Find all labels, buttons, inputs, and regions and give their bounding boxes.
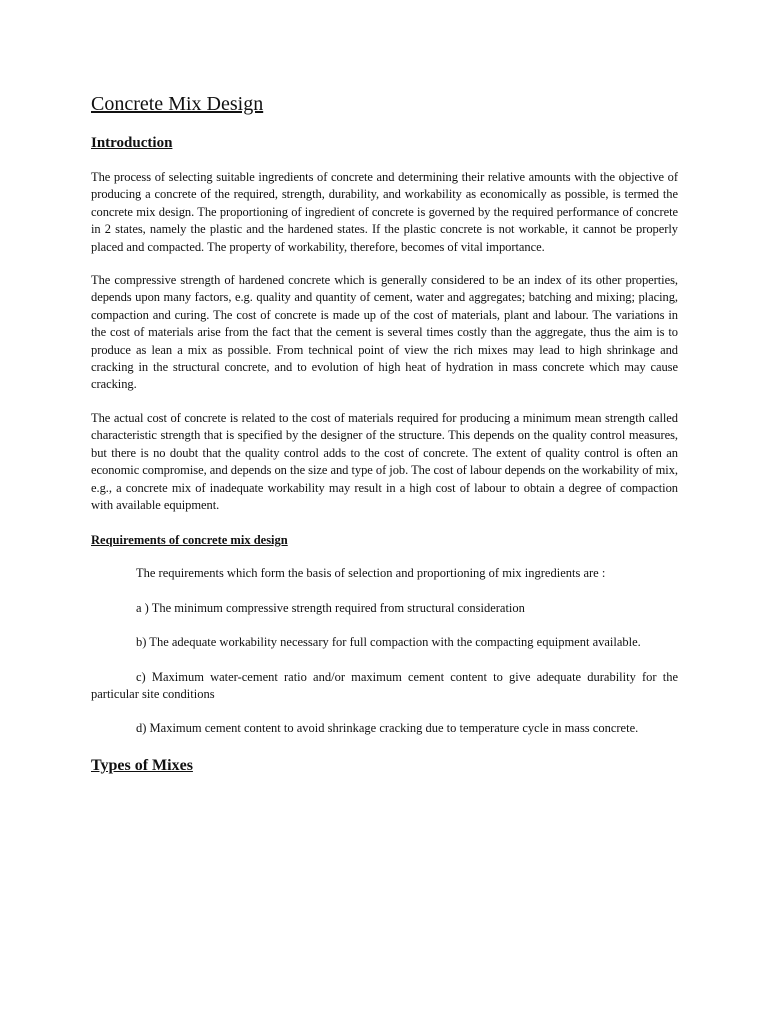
requirement-item-b: b) The adequate workability necessary for full compaction with the compacting equipment available. [136,635,641,650]
requirement-item-c: c) Maximum water-cement ratio and/or maximum cement content to give adequate durability for the particular site conditions [91,669,678,701]
document-title: Concrete Mix Design [91,93,264,115]
paragraph-compressive-strength: The compressive strength of hardened concrete which is generally considered to be an index of its other properties, depends upon many factors, e.g. quality and quantity of cement, water and aggregates; batching and mixing; placing, compaction and curing. The cost of concrete is made up of the cost of materials, plant and labour. The variations in the cost of materials arise from the fact that the cement is several times costly than the aggregate, thus the aim is to produce as lean a mix as possible. From technical point of view the rich mixes may lead to high shrinkage and cracking in the structural concrete, and to evolution of high heat of hydration in mass concrete which may cause cracking. [91,273,678,392]
document-page [91,90,678,777]
requirements-intro: The requirements which form the basis of selection and proportioning of mix ingredients are : [136,566,606,581]
requirement-item-d: d) Maximum cement content to avoid shrinkage cracking due to temperature cycle in mass concrete. [136,721,639,736]
paragraph-mix-design: The process of selecting suitable ingredients of concrete and determining their relative amounts with the objective of producing a concrete of the required, strength, durability, and workability as economically as possible, is termed the concrete mix design. The proportioning of ingredient of concrete is governed by the required performance of concrete in 2 states, namely the plastic and the hardened states. If the plastic concrete is not workable, it cannot be properly placed and compacted. The property of workability, therefore, becomes of vital importance. [91,170,678,254]
requirement-item-a: a ) The minimum compressive strength required from structural consideration [136,600,525,615]
requirements-heading: Requirements of concrete mix design [91,533,288,548]
types-of-mixes-heading: Types of Mixes [91,756,193,774]
paragraph-actual-cost: The actual cost of concrete is related to the cost of materials required for producing a minimum mean strength called characteristic strength that is specified by the designer of the structure. This depends on the quality control measures, but there is no doubt that the quality control adds to the cost of concrete. The extent of quality control is often an economic compromise, and depends on the size and type of job. The cost of labour depends on the workability of mix, e.g., a concrete mix of inadequate workability may result in a high cost of labour to obtain a degree of compaction with available equipment. [91,410,678,512]
introduction-heading: Introduction [91,135,173,151]
